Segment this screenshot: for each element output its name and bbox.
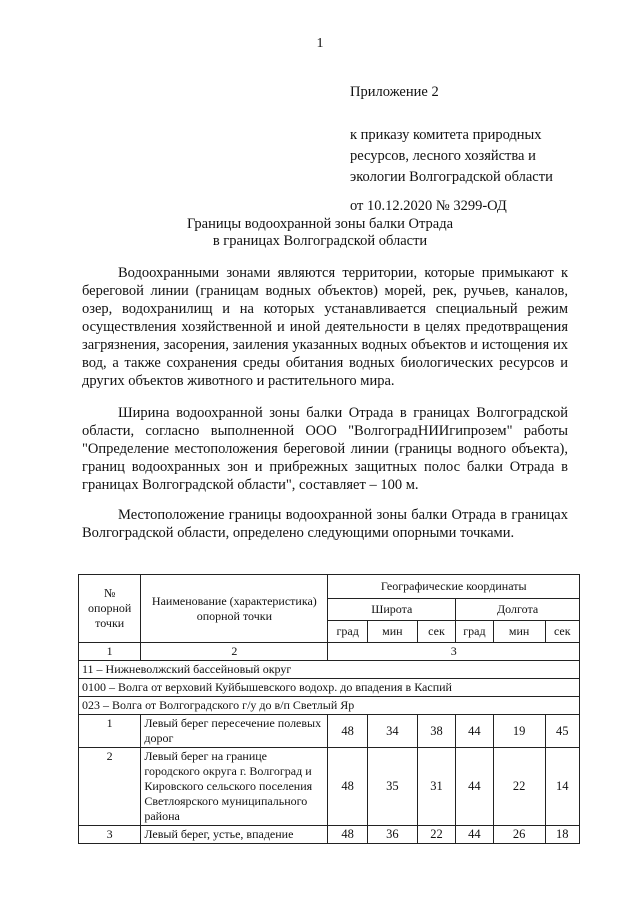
paragraph-text: Ширина водоохранной зоны балки Отрада в границах Волгоградской области, согласно выполненной ООО "ВолгоградНИИгипрозем" работы "Определение местоположения береговой линии (границы водного объекта), границ водоохранных зон и прибрежных защитных полос балки Отрада в границах Волгоградской области", составляет – 100 м. — [82, 405, 568, 493]
appendix-line: экологии Волгоградской области — [350, 169, 553, 185]
lat-sec: 31 — [417, 748, 455, 826]
point-number: 2 — [79, 748, 141, 826]
lon-deg: 44 — [456, 748, 493, 826]
lon-min: 19 — [493, 715, 545, 748]
coordinates-table — [78, 574, 580, 844]
table-row — [79, 748, 580, 826]
point-name: Левый берег на границе городского округа г. Волгоград и Кировского сельского поселения Светлоярского муниципального района — [141, 748, 328, 826]
document-title — [0, 216, 640, 250]
column-index: 1 — [79, 643, 141, 661]
table-row — [79, 826, 580, 844]
lat-min: 35 — [367, 748, 417, 826]
title-line: в границах Волгоградской области — [212, 233, 428, 249]
header-point-number: № опорной точки — [79, 575, 141, 643]
appendix-block — [350, 82, 553, 217]
paragraph — [82, 506, 568, 542]
lat-sec: 22 — [417, 826, 455, 844]
column-index: 3 — [328, 643, 580, 661]
header-point-name: Наименование (характеристика) опорной точки — [141, 575, 328, 643]
lon-sec: 45 — [545, 715, 579, 748]
header-lat-sec: сек — [417, 621, 455, 643]
lat-deg: 48 — [328, 715, 367, 748]
header-longitude: Долгота — [456, 599, 580, 621]
lon-min: 22 — [493, 748, 545, 826]
appendix-line: к приказу комитета природных — [350, 127, 542, 143]
header-lat-min: мин — [367, 621, 417, 643]
appendix-line: ресурсов, лесного хозяйства и — [350, 148, 536, 164]
appendix-title: Приложение 2 — [350, 84, 439, 100]
paragraph — [82, 404, 568, 494]
lat-deg: 48 — [328, 826, 367, 844]
point-name: Левый берег пересечение полевых дорог — [141, 715, 328, 748]
point-number: 1 — [79, 715, 141, 748]
header-lon-min: мин — [493, 621, 545, 643]
paragraph — [82, 264, 568, 390]
appendix-date: от 10.12.2020 № 3299-ОД — [350, 198, 507, 214]
page-number: 1 — [316, 36, 324, 51]
header-latitude: Широта — [328, 599, 456, 621]
lat-deg: 48 — [328, 748, 367, 826]
lon-min: 26 — [493, 826, 545, 844]
basin-section: 023 – Волга от Волгоградского г/у до в/п Светлый Яр — [79, 697, 580, 715]
lat-min: 34 — [367, 715, 417, 748]
title-line: Границы водоохранной зоны балки Отрада — [186, 216, 454, 232]
lat-min: 36 — [367, 826, 417, 844]
header-lat-deg: град — [328, 621, 367, 643]
column-index: 2 — [141, 643, 328, 661]
basin-section: 11 – Нижневолжский бассейновый округ — [79, 661, 580, 679]
paragraph-text: Местоположение границы водоохранной зоны балки Отрада в границах Волгоградской области, определено следующими опорными точками. — [82, 507, 568, 541]
lon-deg: 44 — [456, 826, 493, 844]
lon-sec: 14 — [545, 748, 579, 826]
header-lon-sec: сек — [545, 621, 579, 643]
table-row — [79, 715, 580, 748]
header-geo-coordinates: Географические координаты — [328, 575, 580, 599]
lon-deg: 44 — [456, 715, 493, 748]
point-name: Левый берег, устье, впадение — [141, 826, 328, 844]
point-number: 3 — [79, 826, 141, 844]
lon-sec: 18 — [545, 826, 579, 844]
header-lon-deg: град — [456, 621, 493, 643]
lat-sec: 38 — [417, 715, 455, 748]
basin-section: 0100 – Волга от верховий Куйбышевского водохр. до впадения в Каспий — [79, 679, 580, 697]
paragraph-text: Водоохранными зонами являются территории, которые примыкают к береговой линии (границам водных объектов) морей, рек, ручьев, каналов, озер, водохранилищ и на которых устанавливается специальный режим осуществления хозяйственной и иной деятельности в целях предотвращения загрязнения, засорения, заиления указанных водных объектов и истощения их вод, а также сохранения среды обитания водных биологических ресурсов и других объектов животного и растительного мира. — [82, 265, 568, 389]
